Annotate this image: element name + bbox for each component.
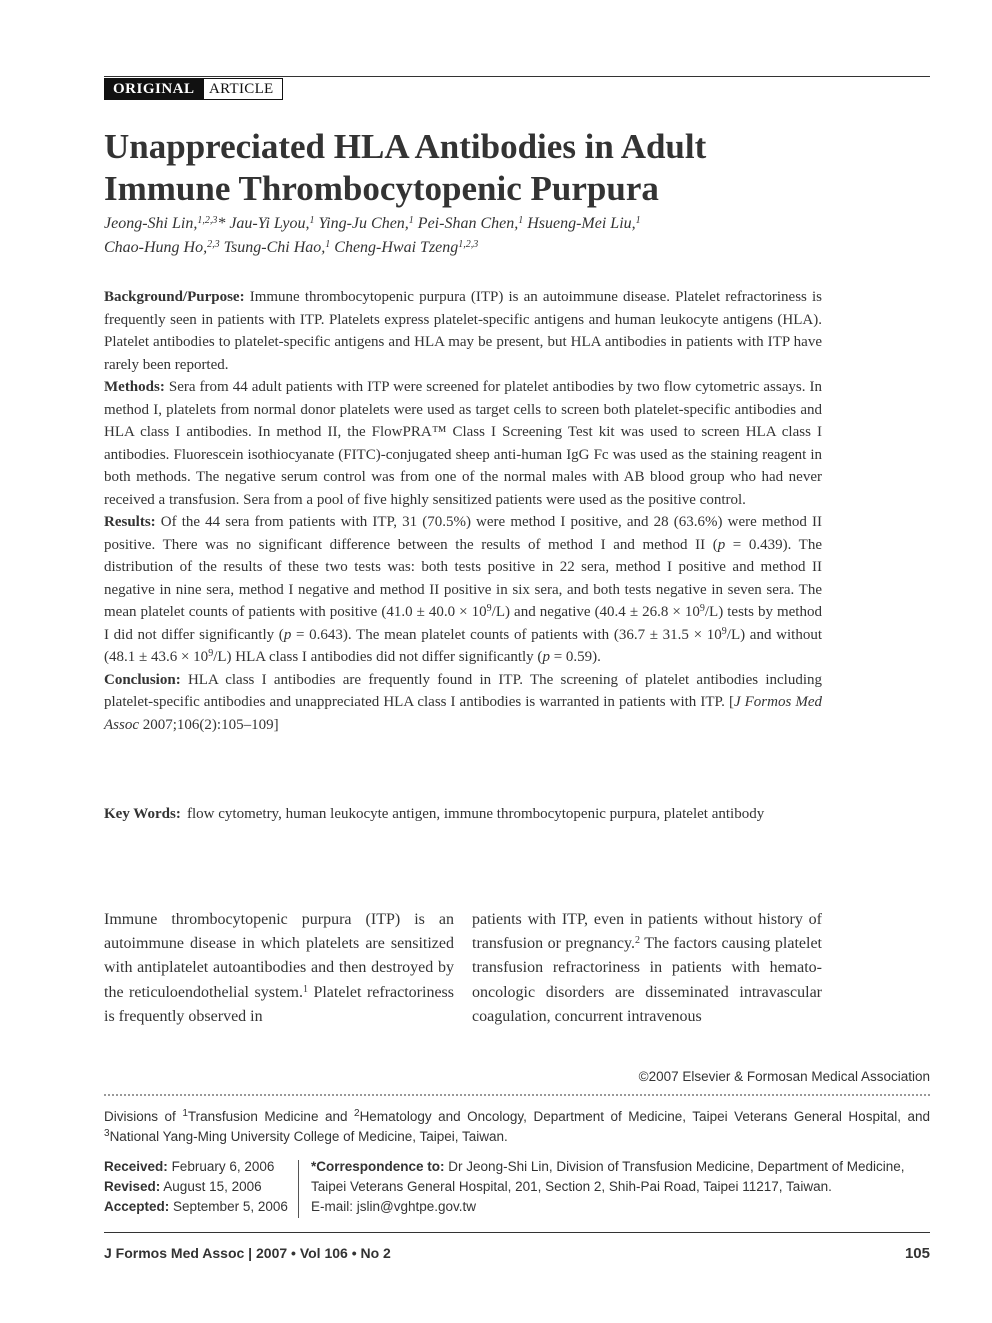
key-words-label: Key Words: [104, 806, 181, 822]
vertical-divider [298, 1160, 299, 1218]
body-column-right: patients with ITP, even in patients without history of transfusion or pregnancy.$^2$ The factors causing platelet transfusion refractoriness in patients with hemato-oncologic disorders are disseminated intravascular coagulation, concurrent intravenous [472, 911, 823, 1025]
paper-title [104, 126, 864, 210]
accepted-date: Accepted: September 5, 2006 [104, 1199, 288, 1214]
title-line-1: Unappreciated HLA Antibodies in Adult [104, 127, 707, 166]
methods-text: Sera from 44 adult patients with ITP were screened for platelet antibodies by two flow cytometric assays. In method I, platelets from normal donor platelets were used as target cells to screen both platelet-specific antibodies and HLA class I antibodies. In method II, the FlowPRA™ Class I Screening Test kit was used to screen HLA class I antibodies. Fluorescein isothiocyanate (FITC)-conjugated sheep anti-human IgG Fc was used as the staining reagent in both methods. The negative serum control was from one of the normal males with AB blood group who had never received a transfusion. Sera from a pool of five highly sensitized patients were used as the positive control. [104, 379, 823, 508]
body-column-left: Immune thrombocytopenic purpura (ITP) is an autoimmune disease in which platelets are sensitized with antiplatelet autoantibodies and then destroyed by the reticuloendothelial system.$^1$ Platelet refractoriness is frequently observed in [104, 911, 454, 1025]
abstract-methods [104, 376, 822, 511]
reference-marker[interactable]: 2 [635, 935, 640, 947]
title-line-2: Immune Thrombocytopenic Purpura [104, 169, 659, 208]
received-date: Received: February 6, 2006 [104, 1159, 275, 1174]
page-number: 105 [904, 1245, 930, 1262]
methods-label: Methods: [104, 379, 165, 395]
revised-date: Revised: August 15, 2006 [104, 1179, 262, 1194]
key-words [104, 803, 822, 826]
correspondence-address: *Correspondence to: Dr Jeong-Shi Lin, Division of Transfusion Medicine, Department of Medicine, Taipei Veterans General Hospital, 201, Section 2, Shih-Pai Road, Taipei 11217, Taiwan. [311, 1159, 905, 1194]
copyright-notice: ©2007 Elsevier & Formosan Medical Association [638, 1069, 930, 1084]
abstract-background [104, 286, 822, 376]
results-label: Results: [104, 514, 156, 530]
background-text: Immune thrombocytopenic purpura (ITP) is an autoimmune disease. Platelet refractoriness is frequently seen in patients with ITP. Platelets express platelet-specific antigens and human leukocyte antigens (HLA). Platelet antibodies to platelet-specific antigens and HLA may be present, but HLA antibodies in patients with ITP have rarely been reported. [104, 289, 823, 373]
key-words-text: flow cytometry, human leukocyte antigen, immune thrombocytopenic purpura, platelet antibody [187, 806, 765, 822]
reference-marker[interactable]: 1 [302, 983, 308, 995]
author-list [104, 212, 864, 260]
conclusion-text: HLA class I antibodies are frequently found in ITP. The screening of platelet antibodies including platelet-specific antibodies and unappreciated HLA class I antibodies is warranted in patients with ITP. [104, 671, 822, 710]
article-tag-article: ARTICLE [200, 78, 283, 100]
abstract-conclusion [104, 669, 822, 737]
journal-info: J Formos Med Assoc | 2007 • Vol 106 • No 2 [104, 1245, 391, 1261]
author: Hsueng-Mei Liu,$^1$ [527, 215, 641, 232]
author: Jeong-Shi Lin,$^{1,2,3}$* [104, 215, 226, 232]
correspondence [311, 1157, 931, 1217]
author: Ying-Ju Chen,$^1$ [318, 215, 414, 232]
background-label: Background/Purpose: [104, 289, 245, 305]
dotted-divider [104, 1094, 930, 1096]
citation: [J Formos Med Assoc 2007;106(2):105–109] [104, 694, 822, 733]
article-tag-original: ORIGINAL [104, 78, 204, 100]
author: Chao-Hung Ho,$^{2,3}$ [104, 239, 220, 256]
article-type-bar [104, 76, 930, 101]
author: Pei-Shan Chen,$^1$ [417, 215, 524, 232]
author: Jau-Yi Lyou,$^1$ [229, 215, 315, 232]
author: Cheng-Hwai Tzeng$^{1,2,3}$ [334, 239, 479, 256]
article-dates [104, 1157, 294, 1217]
abstract-results: Results: Of the 44 sera from patients with ITP, 31 (70.5%) were method I positive, and 28 (63.6%) were method II positive. There was no significant difference between the results of method I and method II (p = 0.439). The distribution of the results of these two tests was: both tests positive in 22 sera, method I positive and method II negative in nine sera, method I negative and method II positive in six sera, and both tests negative in seven sera. The mean platelet counts of patients with positive $(41.0 \pm 40.0 \times 10^9/L)$ and negative $(40.4 \pm 26.8 \times 10^9/L)$ tests by method I did not differ significantly (p = 0.643). The mean platelet counts of patients with $(36.7 \pm 31.5 \times 10^9/L)$ and without $(48.1 \pm 43.6 \times 10^9/L)$ HLA class I antibodies did not differ significantly (p = 0.59). [104, 514, 822, 665]
correspondence-email[interactable]: E-mail: jslin@vghtpe.gov.tw [311, 1199, 477, 1214]
author: Tsung-Chi Hao,$^1$ [223, 239, 331, 256]
affiliations: Divisions of $^1$Transfusion Medicine and $^2$Hematology and Oncology, Department of Medicine, Taipei Veterans General Hospital, and $^3$National Yang-Ming University College of Medicine, Taipei, Taiwan. [104, 1108, 930, 1144]
footer-rule [104, 1232, 930, 1233]
conclusion-label: Conclusion: [104, 671, 181, 688]
abstract [104, 286, 822, 736]
